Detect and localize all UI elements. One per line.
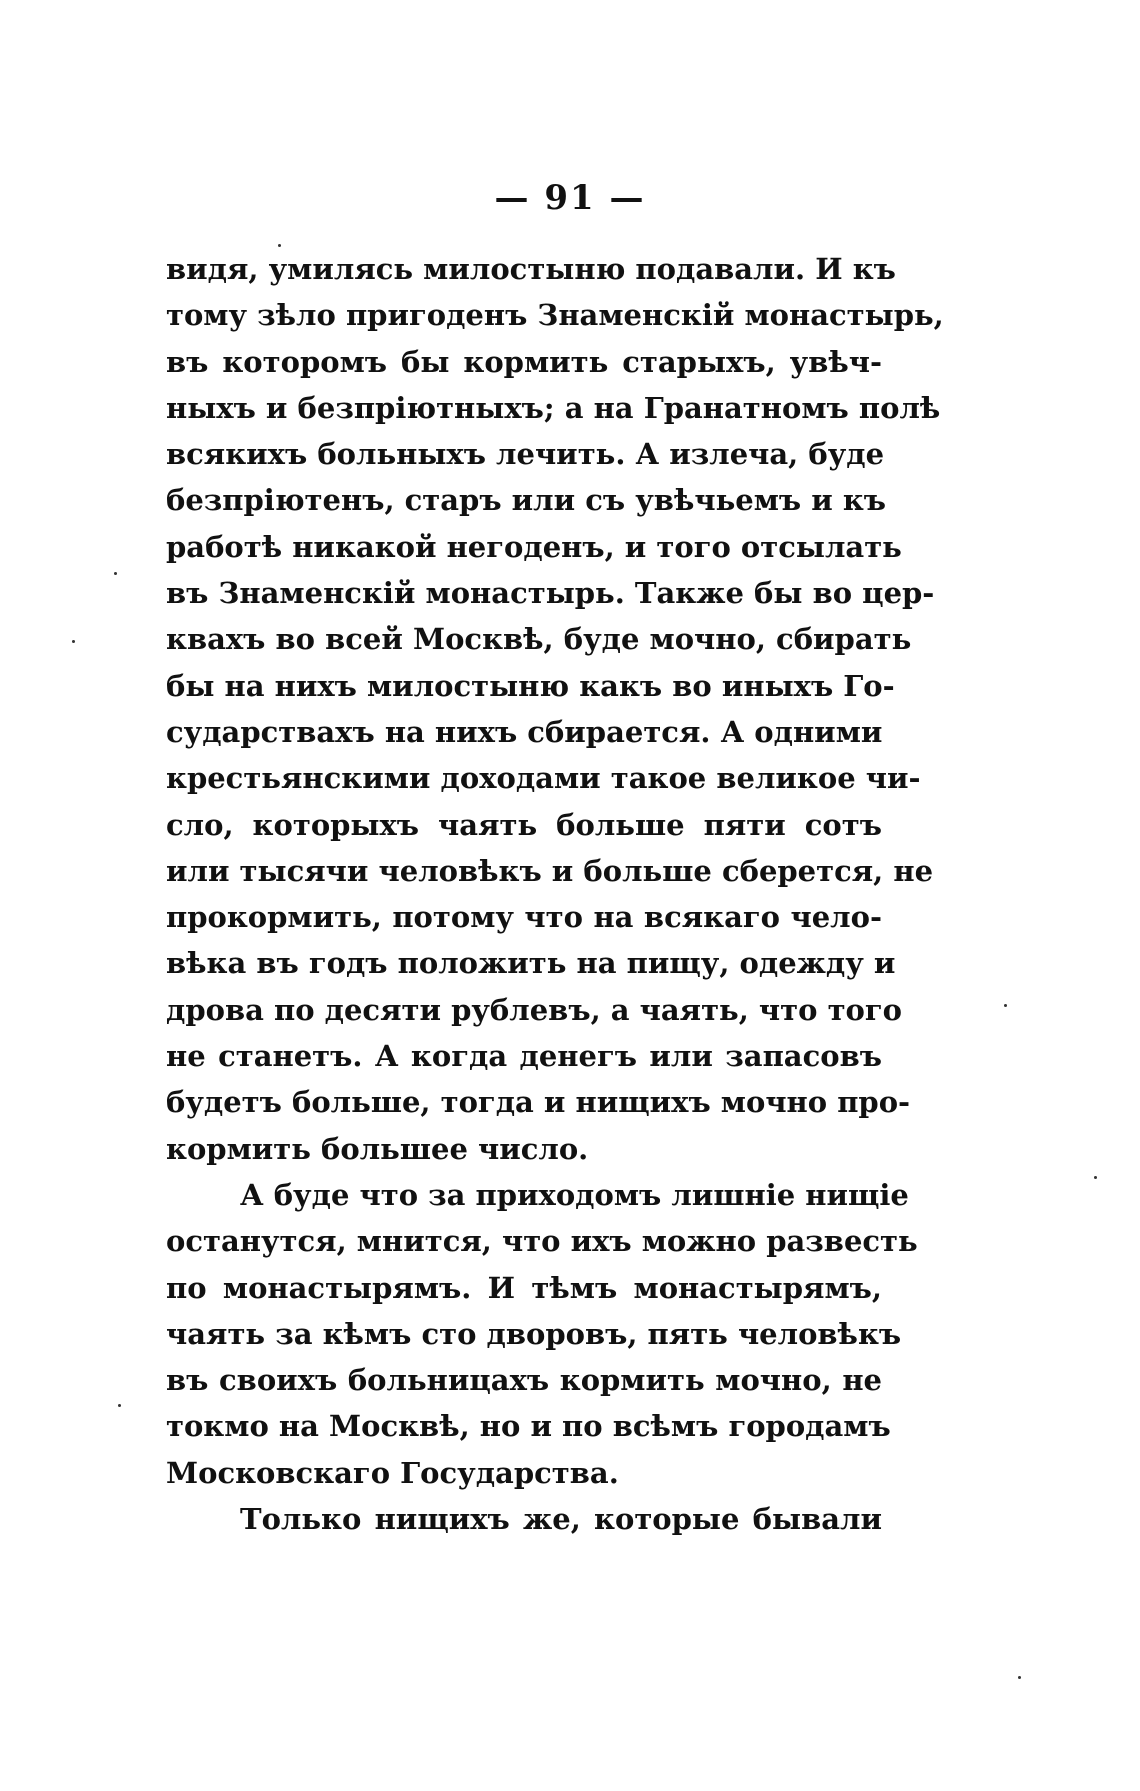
text-line: тому зѣло пригоденъ Знаменскій монастырь, (166, 298, 944, 333)
text-line: безпріютенъ, старъ или съ увѣчьемъ и къ (166, 483, 887, 518)
body-text (166, 246, 944, 1542)
text-line: сло, которыхъ чаять больше пяти сотъ (166, 807, 882, 842)
text-line: квахъ во всей Москвѣ, буде мочно, сбирать (166, 622, 912, 657)
scan-speck (1004, 1004, 1007, 1007)
text-line: кормить большее число. (166, 1131, 589, 1166)
text-line: прокормить, потому что на всякаго чело- (166, 900, 882, 935)
text-line: работѣ никакой негоденъ, и того отсылать (166, 529, 902, 564)
text-line: вѣка въ годъ положить на пищу, одежду и (166, 946, 896, 981)
scan-speck (114, 572, 117, 575)
scan-speck (1018, 1676, 1021, 1679)
scan-speck (1094, 1176, 1097, 1179)
text-line: не станетъ. А когда денегъ или запасовъ (166, 1039, 882, 1074)
text-line: крестьянскими доходами такое великое чи- (166, 761, 921, 796)
text-line: бы на нихъ милостыню какъ во иныхъ Го- (166, 668, 895, 703)
scan-speck (278, 244, 281, 247)
text-line: въ которомъ бы кормить старыхъ, увѣч- (166, 344, 882, 379)
text-line: чаять за кѣмъ сто дворовъ, пять человѣкъ (166, 1316, 902, 1351)
text-line: токмо на Москвѣ, но и по всѣмъ городамъ (166, 1409, 891, 1444)
page-number: — 91 — (494, 178, 646, 218)
scan-speck (118, 1404, 121, 1407)
text-line: останутся, мнится, что ихъ можно развесть (166, 1224, 918, 1259)
text-line: или тысячи человѣкъ и больше сберется, не (166, 853, 934, 888)
text-line: въ Знаменскій монастырь. Также бы во цер- (166, 576, 935, 611)
scan-speck (72, 640, 75, 643)
text-line: дрова по десяти рублевъ, а чаять, что того (166, 992, 902, 1027)
text-line: всякихъ больныхъ лечить. А излеча, буде (166, 437, 885, 472)
text-line: ныхъ и безпріютныхъ; а на Гранатномъ полѣ (166, 390, 941, 425)
text-line: А буде что за приходомъ лишніе нищіе (240, 1177, 909, 1212)
text-line: по монастырямъ. И тѣмъ монастырямъ, (166, 1270, 882, 1305)
text-line: Только нищихъ же, которые бывали (240, 1502, 882, 1537)
text-line: видя, умилясь милостыню подавали. И къ (166, 252, 896, 286)
text-line: Московскаго Государства. (166, 1455, 619, 1490)
text-line: въ своихъ больницахъ кормить мочно, не (166, 1363, 882, 1398)
text-line: будетъ больше, тогда и нищихъ мочно про- (166, 1085, 911, 1120)
text-line: сударствахъ на нихъ сбирается. А одними (166, 714, 883, 749)
